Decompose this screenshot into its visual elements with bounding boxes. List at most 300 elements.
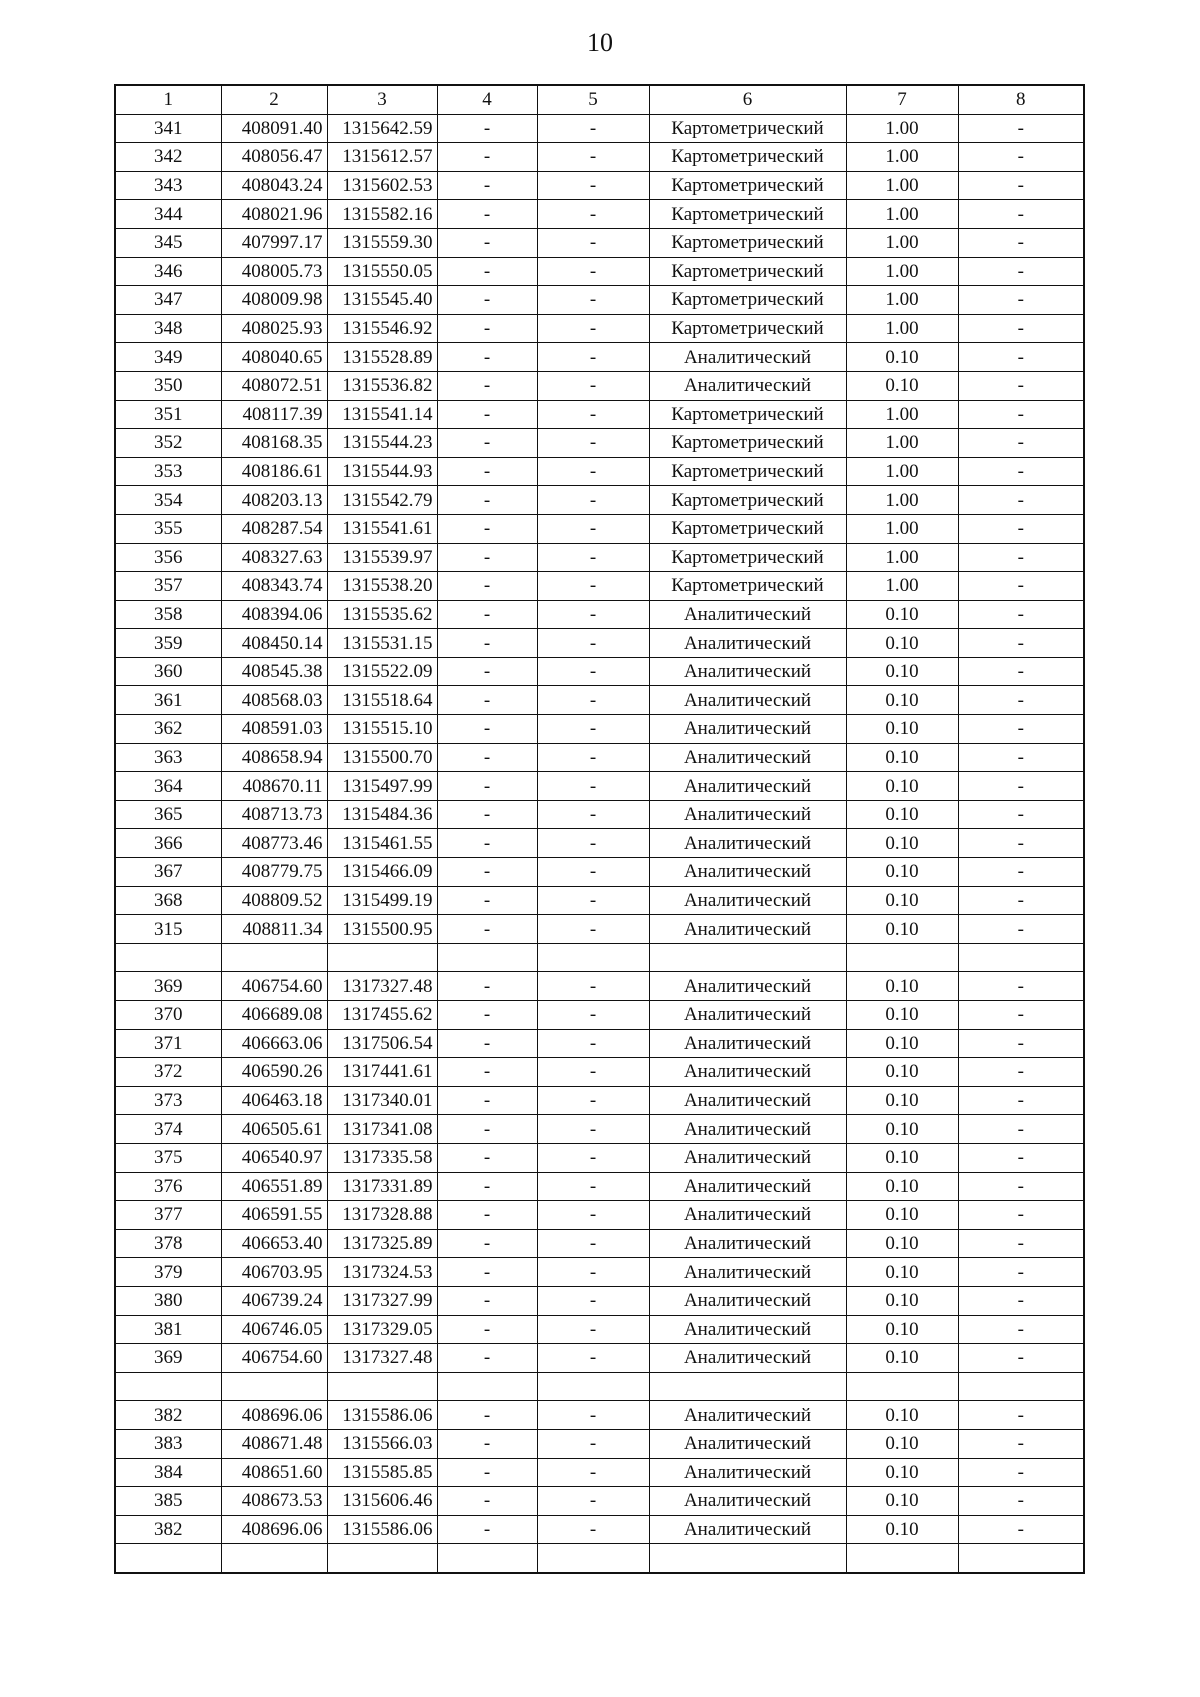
cell-col-3: 1315544.93 xyxy=(327,457,437,486)
cell-col-8: - xyxy=(958,1401,1084,1430)
cell-col-7: 1.00 xyxy=(846,143,958,172)
cell-col-1: 341 xyxy=(115,114,221,143)
cell-col-5: - xyxy=(537,858,649,887)
cell-col-1: 369 xyxy=(115,972,221,1001)
cell-col-7: 0.10 xyxy=(846,1172,958,1201)
cell-col-5 xyxy=(537,1544,649,1573)
cell-col-6: Картометрический xyxy=(649,457,846,486)
cell-col-2: 408713.73 xyxy=(221,800,327,829)
cell-col-7: 0.10 xyxy=(846,1001,958,1030)
cell-col-5: - xyxy=(537,1344,649,1373)
cell-col-4 xyxy=(437,1544,537,1573)
cell-col-2: 408773.46 xyxy=(221,829,327,858)
cell-col-7: 1.00 xyxy=(846,314,958,343)
cell-col-2: 407997.17 xyxy=(221,228,327,257)
cell-col-3 xyxy=(327,943,437,972)
cell-col-6: Картометрический xyxy=(649,114,846,143)
cell-col-6: Аналитический xyxy=(649,371,846,400)
cell-col-1: 381 xyxy=(115,1315,221,1344)
coordinates-table xyxy=(114,84,1085,1574)
cell-col-2: 408568.03 xyxy=(221,686,327,715)
cell-col-4 xyxy=(437,943,537,972)
cell-col-1: 372 xyxy=(115,1058,221,1087)
cell-col-4: - xyxy=(437,1115,537,1144)
cell-col-8: - xyxy=(958,1229,1084,1258)
cell-col-4: - xyxy=(437,858,537,887)
cell-col-7: 0.10 xyxy=(846,858,958,887)
cell-col-6: Аналитический xyxy=(649,1086,846,1115)
cell-col-4: - xyxy=(437,543,537,572)
cell-col-3: 1315585.85 xyxy=(327,1458,437,1487)
cell-col-3 xyxy=(327,1372,437,1401)
cell-col-8 xyxy=(958,943,1084,972)
cell-col-4: - xyxy=(437,314,537,343)
cell-col-7: 0.10 xyxy=(846,1401,958,1430)
cell-col-8: - xyxy=(958,1286,1084,1315)
cell-col-8: - xyxy=(958,1086,1084,1115)
cell-col-8: - xyxy=(958,829,1084,858)
cell-col-5: - xyxy=(537,314,649,343)
cell-col-1: 343 xyxy=(115,171,221,200)
cell-col-5: - xyxy=(537,1286,649,1315)
cell-col-6: Аналитический xyxy=(649,1258,846,1287)
cell-col-5: - xyxy=(537,886,649,915)
cell-col-7: 0.10 xyxy=(846,1258,958,1287)
cell-col-1: 357 xyxy=(115,572,221,601)
cell-col-3: 1317335.58 xyxy=(327,1143,437,1172)
cell-col-2 xyxy=(221,1544,327,1573)
cell-col-6: Аналитический xyxy=(649,800,846,829)
table-body xyxy=(115,114,1084,1573)
cell-col-3: 1315541.61 xyxy=(327,514,437,543)
cell-col-8: - xyxy=(958,1058,1084,1087)
cell-col-4: - xyxy=(437,800,537,829)
cell-col-1 xyxy=(115,1372,221,1401)
cell-col-4: - xyxy=(437,286,537,315)
cell-col-8: - xyxy=(958,772,1084,801)
cell-col-2: 408394.06 xyxy=(221,600,327,629)
cell-col-4: - xyxy=(437,686,537,715)
cell-col-7: 1.00 xyxy=(846,457,958,486)
cell-col-4: - xyxy=(437,629,537,658)
cell-col-1 xyxy=(115,1544,221,1573)
cell-col-4: - xyxy=(437,1515,537,1544)
cell-col-5: - xyxy=(537,228,649,257)
cell-col-1: 349 xyxy=(115,343,221,372)
cell-col-8 xyxy=(958,1372,1084,1401)
cell-col-4: - xyxy=(437,1172,537,1201)
cell-col-3: 1315606.46 xyxy=(327,1487,437,1516)
cell-col-8: - xyxy=(958,143,1084,172)
cell-col-1: 315 xyxy=(115,915,221,944)
table-row xyxy=(115,400,1084,429)
cell-col-5: - xyxy=(537,1487,649,1516)
cell-col-7: 0.10 xyxy=(846,1029,958,1058)
cell-col-4: - xyxy=(437,457,537,486)
cell-col-4: - xyxy=(437,1258,537,1287)
cell-col-3: 1315500.95 xyxy=(327,915,437,944)
cell-col-3: 1315538.20 xyxy=(327,572,437,601)
cell-col-7: 1.00 xyxy=(846,200,958,229)
cell-col-1: 344 xyxy=(115,200,221,229)
cell-col-6: Картометрический xyxy=(649,228,846,257)
cell-col-2: 406540.97 xyxy=(221,1143,327,1172)
cell-col-3: 1315528.89 xyxy=(327,343,437,372)
cell-col-5: - xyxy=(537,286,649,315)
table-row xyxy=(115,314,1084,343)
cell-col-1: 379 xyxy=(115,1258,221,1287)
cell-col-7: 0.10 xyxy=(846,829,958,858)
cell-col-1: 382 xyxy=(115,1401,221,1430)
cell-col-5 xyxy=(537,1372,649,1401)
cell-col-8: - xyxy=(958,1143,1084,1172)
cell-col-6: Аналитический xyxy=(649,1229,846,1258)
column-header-5: 5 xyxy=(537,85,649,114)
cell-col-5: - xyxy=(537,1315,649,1344)
cell-col-2: 408673.53 xyxy=(221,1487,327,1516)
cell-col-8: - xyxy=(958,1172,1084,1201)
cell-col-6: Аналитический xyxy=(649,1201,846,1230)
cell-col-7: 0.10 xyxy=(846,1143,958,1172)
cell-col-3: 1315531.15 xyxy=(327,629,437,658)
cell-col-5: - xyxy=(537,343,649,372)
cell-col-1: 373 xyxy=(115,1086,221,1115)
cell-col-7: 0.10 xyxy=(846,772,958,801)
table-row xyxy=(115,572,1084,601)
cell-col-2: 408809.52 xyxy=(221,886,327,915)
cell-col-5: - xyxy=(537,1429,649,1458)
cell-col-2: 408072.51 xyxy=(221,371,327,400)
cell-col-8: - xyxy=(958,858,1084,887)
cell-col-5: - xyxy=(537,1172,649,1201)
cell-col-6: Аналитический xyxy=(649,1058,846,1087)
cell-col-1: 348 xyxy=(115,314,221,343)
column-header-4: 4 xyxy=(437,85,537,114)
cell-col-6: Аналитический xyxy=(649,772,846,801)
cell-col-8: - xyxy=(958,543,1084,572)
cell-col-4: - xyxy=(437,829,537,858)
column-header-3: 3 xyxy=(327,85,437,114)
table-row xyxy=(115,1487,1084,1516)
cell-col-4: - xyxy=(437,715,537,744)
cell-col-4: - xyxy=(437,1344,537,1373)
cell-col-2: 406754.60 xyxy=(221,1344,327,1373)
cell-col-4: - xyxy=(437,1315,537,1344)
cell-col-4: - xyxy=(437,114,537,143)
cell-col-4: - xyxy=(437,743,537,772)
cell-col-6 xyxy=(649,1544,846,1573)
cell-col-7: 1.00 xyxy=(846,429,958,458)
cell-col-3: 1317328.88 xyxy=(327,1201,437,1230)
cell-col-1: 346 xyxy=(115,257,221,286)
cell-col-6: Аналитический xyxy=(649,1143,846,1172)
cell-col-3: 1315484.36 xyxy=(327,800,437,829)
table-row xyxy=(115,1315,1084,1344)
cell-col-6: Аналитический xyxy=(649,1315,846,1344)
cell-col-7: 0.10 xyxy=(846,1115,958,1144)
cell-col-2: 408005.73 xyxy=(221,257,327,286)
cell-col-6: Аналитический xyxy=(649,343,846,372)
cell-col-1: 385 xyxy=(115,1487,221,1516)
table-row-blank xyxy=(115,1372,1084,1401)
cell-col-6: Аналитический xyxy=(649,686,846,715)
cell-col-4: - xyxy=(437,1201,537,1230)
cell-col-6: Аналитический xyxy=(649,972,846,1001)
table-row xyxy=(115,1029,1084,1058)
cell-col-7: 1.00 xyxy=(846,257,958,286)
cell-col-1: 351 xyxy=(115,400,221,429)
table-row xyxy=(115,915,1084,944)
cell-col-6: Аналитический xyxy=(649,1286,846,1315)
cell-col-2: 406551.89 xyxy=(221,1172,327,1201)
table-row xyxy=(115,371,1084,400)
table-row xyxy=(115,800,1084,829)
table-row xyxy=(115,829,1084,858)
cell-col-2: 408186.61 xyxy=(221,457,327,486)
cell-col-1: 384 xyxy=(115,1458,221,1487)
cell-col-6: Аналитический xyxy=(649,600,846,629)
cell-col-6: Аналитический xyxy=(649,743,846,772)
table-row xyxy=(115,114,1084,143)
cell-col-7: 0.10 xyxy=(846,657,958,686)
cell-col-4: - xyxy=(437,657,537,686)
cell-col-8: - xyxy=(958,1458,1084,1487)
cell-col-3: 1317341.08 xyxy=(327,1115,437,1144)
cell-col-4: - xyxy=(437,400,537,429)
cell-col-4: - xyxy=(437,600,537,629)
cell-col-3: 1315546.92 xyxy=(327,314,437,343)
cell-col-4: - xyxy=(437,343,537,372)
table-row xyxy=(115,429,1084,458)
cell-col-6: Картометрический xyxy=(649,400,846,429)
cell-col-2: 408811.34 xyxy=(221,915,327,944)
cell-col-6 xyxy=(649,1372,846,1401)
column-header-8: 8 xyxy=(958,85,1084,114)
cell-col-7 xyxy=(846,1372,958,1401)
cell-col-5: - xyxy=(537,1115,649,1144)
cell-col-8: - xyxy=(958,972,1084,1001)
cell-col-2: 408545.38 xyxy=(221,657,327,686)
cell-col-5: - xyxy=(537,514,649,543)
cell-col-3: 1315500.70 xyxy=(327,743,437,772)
cell-col-3: 1317441.61 xyxy=(327,1058,437,1087)
cell-col-2: 408696.06 xyxy=(221,1515,327,1544)
cell-col-6: Аналитический xyxy=(649,715,846,744)
cell-col-3 xyxy=(327,1544,437,1573)
cell-col-7 xyxy=(846,943,958,972)
cell-col-5: - xyxy=(537,715,649,744)
cell-col-2: 406463.18 xyxy=(221,1086,327,1115)
cell-col-8: - xyxy=(958,171,1084,200)
cell-col-3: 1315515.10 xyxy=(327,715,437,744)
cell-col-7: 0.10 xyxy=(846,1458,958,1487)
cell-col-7: 1.00 xyxy=(846,572,958,601)
cell-col-3: 1315542.79 xyxy=(327,486,437,515)
cell-col-3: 1315550.05 xyxy=(327,257,437,286)
table-row xyxy=(115,228,1084,257)
cell-col-5: - xyxy=(537,1029,649,1058)
cell-col-1: 362 xyxy=(115,715,221,744)
cell-col-8: - xyxy=(958,743,1084,772)
page-number: 10 xyxy=(587,28,613,57)
cell-col-1: 350 xyxy=(115,371,221,400)
cell-col-3: 1315545.40 xyxy=(327,286,437,315)
cell-col-8: - xyxy=(958,629,1084,658)
cell-col-5: - xyxy=(537,972,649,1001)
cell-col-3: 1317506.54 xyxy=(327,1029,437,1058)
cell-col-6: Аналитический xyxy=(649,858,846,887)
cell-col-1: 367 xyxy=(115,858,221,887)
cell-col-2: 408450.14 xyxy=(221,629,327,658)
cell-col-5: - xyxy=(537,600,649,629)
cell-col-2: 408043.24 xyxy=(221,171,327,200)
cell-col-1: 347 xyxy=(115,286,221,315)
cell-col-5: - xyxy=(537,1258,649,1287)
cell-col-5: - xyxy=(537,486,649,515)
cell-col-7: 0.10 xyxy=(846,886,958,915)
table-row xyxy=(115,1401,1084,1430)
cell-col-1: 359 xyxy=(115,629,221,658)
cell-col-6: Аналитический xyxy=(649,1172,846,1201)
cell-col-1: 370 xyxy=(115,1001,221,1030)
table-row xyxy=(115,486,1084,515)
table-row xyxy=(115,1058,1084,1087)
cell-col-7: 1.00 xyxy=(846,228,958,257)
cell-col-3: 1315536.82 xyxy=(327,371,437,400)
cell-col-5: - xyxy=(537,657,649,686)
cell-col-4: - xyxy=(437,972,537,1001)
cell-col-8: - xyxy=(958,286,1084,315)
cell-col-8: - xyxy=(958,915,1084,944)
cell-col-5: - xyxy=(537,1229,649,1258)
cell-col-2: 406739.24 xyxy=(221,1286,327,1315)
cell-col-4: - xyxy=(437,772,537,801)
cell-col-6: Картометрический xyxy=(649,257,846,286)
cell-col-6: Аналитический xyxy=(649,1429,846,1458)
cell-col-3: 1315612.57 xyxy=(327,143,437,172)
cell-col-8: - xyxy=(958,1515,1084,1544)
cell-col-5: - xyxy=(537,572,649,601)
cell-col-1: 356 xyxy=(115,543,221,572)
cell-col-4: - xyxy=(437,200,537,229)
cell-col-3: 1317327.48 xyxy=(327,972,437,1001)
cell-col-2: 408779.75 xyxy=(221,858,327,887)
cell-col-6: Картометрический xyxy=(649,429,846,458)
cell-col-4: - xyxy=(437,1143,537,1172)
cell-col-3: 1315544.23 xyxy=(327,429,437,458)
cell-col-3: 1317324.53 xyxy=(327,1258,437,1287)
cell-col-3: 1315642.59 xyxy=(327,114,437,143)
cell-col-8: - xyxy=(958,200,1084,229)
table-row xyxy=(115,629,1084,658)
cell-col-3: 1315522.09 xyxy=(327,657,437,686)
cell-col-6: Картометрический xyxy=(649,486,846,515)
cell-col-8: - xyxy=(958,572,1084,601)
table-row xyxy=(115,1229,1084,1258)
cell-col-7: 0.10 xyxy=(846,1429,958,1458)
cell-col-1: 358 xyxy=(115,600,221,629)
column-header-7: 7 xyxy=(846,85,958,114)
cell-col-1: 366 xyxy=(115,829,221,858)
cell-col-7: 0.10 xyxy=(846,1201,958,1230)
cell-col-5: - xyxy=(537,686,649,715)
cell-col-6: Картометрический xyxy=(649,286,846,315)
cell-col-1: 371 xyxy=(115,1029,221,1058)
header-row xyxy=(115,85,1084,114)
table-row xyxy=(115,286,1084,315)
cell-col-4: - xyxy=(437,1229,537,1258)
cell-col-7: 0.10 xyxy=(846,1286,958,1315)
cell-col-2: 406754.60 xyxy=(221,972,327,1001)
table-row xyxy=(115,886,1084,915)
cell-col-7 xyxy=(846,1544,958,1573)
cell-col-6: Аналитический xyxy=(649,1029,846,1058)
table-row xyxy=(115,1143,1084,1172)
cell-col-3: 1317455.62 xyxy=(327,1001,437,1030)
cell-col-3: 1315518.64 xyxy=(327,686,437,715)
table-row xyxy=(115,686,1084,715)
cell-col-8: - xyxy=(958,686,1084,715)
cell-col-6 xyxy=(649,943,846,972)
cell-col-5: - xyxy=(537,1143,649,1172)
table-row xyxy=(115,600,1084,629)
cell-col-4: - xyxy=(437,143,537,172)
cell-col-1: 369 xyxy=(115,1344,221,1373)
cell-col-5: - xyxy=(537,829,649,858)
cell-col-5: - xyxy=(537,629,649,658)
cell-col-7: 0.10 xyxy=(846,972,958,1001)
cell-col-4: - xyxy=(437,1487,537,1516)
cell-col-3: 1315586.06 xyxy=(327,1515,437,1544)
cell-col-8: - xyxy=(958,1315,1084,1344)
cell-col-8: - xyxy=(958,1115,1084,1144)
table-row xyxy=(115,772,1084,801)
cell-col-8: - xyxy=(958,486,1084,515)
table-row xyxy=(115,972,1084,1001)
table-row xyxy=(115,1115,1084,1144)
cell-col-3: 1315566.03 xyxy=(327,1429,437,1458)
cell-col-6: Картометрический xyxy=(649,572,846,601)
cell-col-3: 1315535.62 xyxy=(327,600,437,629)
cell-col-5: - xyxy=(537,772,649,801)
cell-col-4: - xyxy=(437,429,537,458)
cell-col-2: 408021.96 xyxy=(221,200,327,229)
cell-col-1: 342 xyxy=(115,143,221,172)
cell-col-5: - xyxy=(537,1515,649,1544)
cell-col-2: 408009.98 xyxy=(221,286,327,315)
table-row xyxy=(115,200,1084,229)
cell-col-8: - xyxy=(958,314,1084,343)
cell-col-8: - xyxy=(958,400,1084,429)
cell-col-6: Аналитический xyxy=(649,1344,846,1373)
cell-col-6: Аналитический xyxy=(649,1001,846,1030)
cell-col-5: - xyxy=(537,429,649,458)
cell-col-1: 360 xyxy=(115,657,221,686)
column-header-2: 2 xyxy=(221,85,327,114)
cell-col-8: - xyxy=(958,1001,1084,1030)
cell-col-1: 380 xyxy=(115,1286,221,1315)
cell-col-8: - xyxy=(958,257,1084,286)
cell-col-5: - xyxy=(537,457,649,486)
cell-col-7: 0.10 xyxy=(846,915,958,944)
cell-col-2: 408168.35 xyxy=(221,429,327,458)
cell-col-6: Аналитический xyxy=(649,629,846,658)
cell-col-5: - xyxy=(537,543,649,572)
table-row xyxy=(115,257,1084,286)
cell-col-7: 1.00 xyxy=(846,514,958,543)
cell-col-3: 1315559.30 xyxy=(327,228,437,257)
cell-col-2: 408696.06 xyxy=(221,1401,327,1430)
